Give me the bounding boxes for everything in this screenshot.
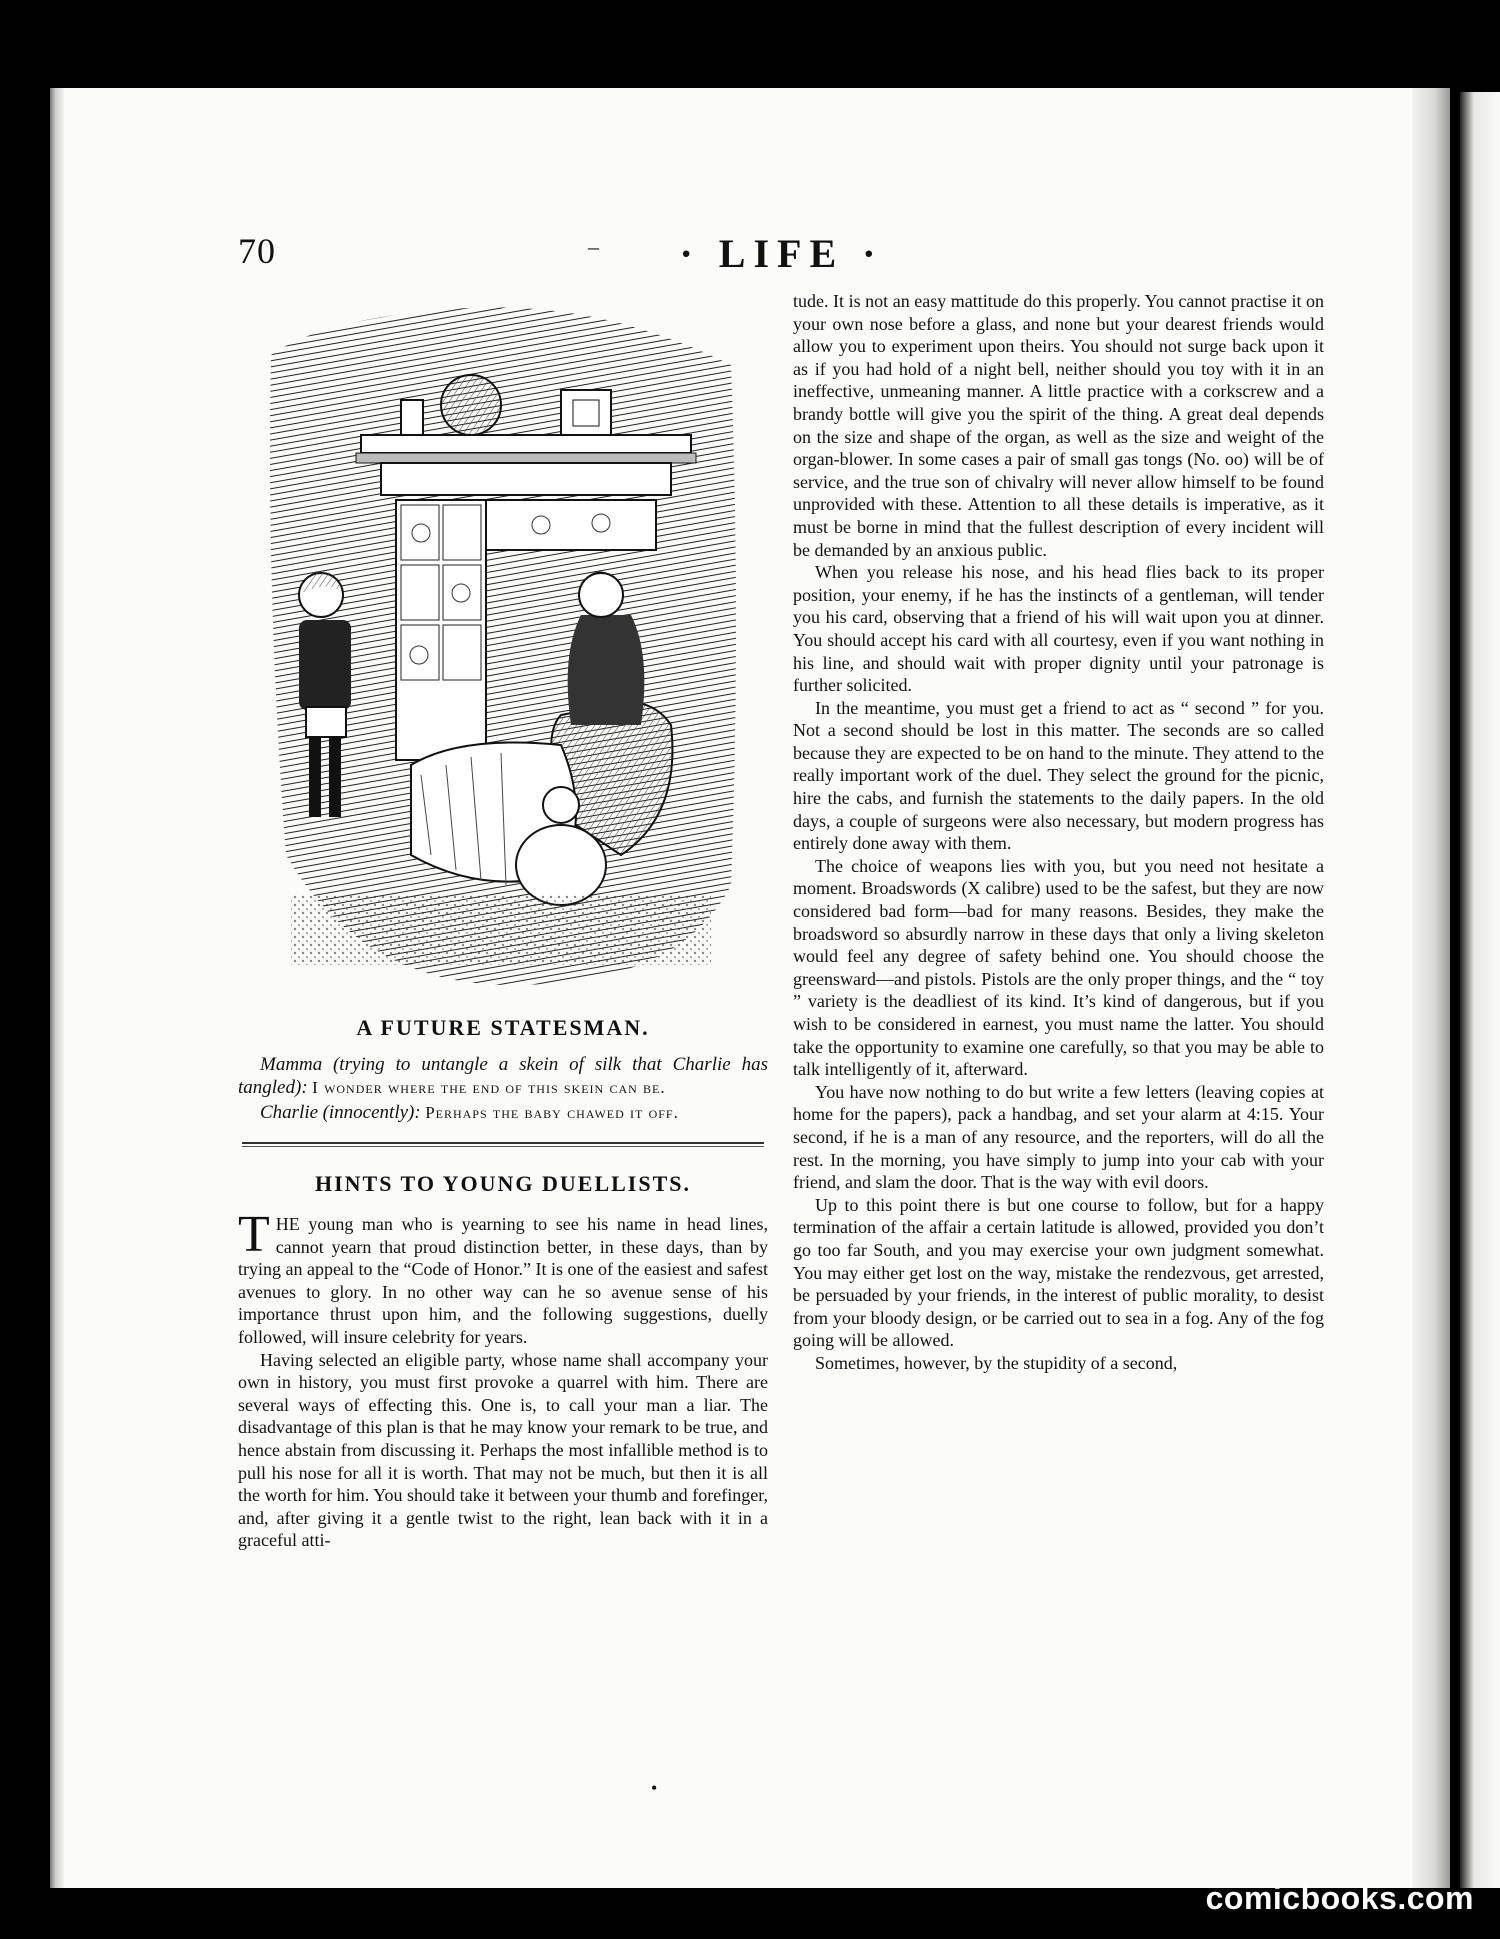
- running-head: [238, 230, 1325, 280]
- section-divider: [242, 1142, 764, 1147]
- magazine-title: · LIFE ·: [679, 231, 884, 276]
- drop-cap: T: [238, 1206, 270, 1263]
- line-charlie: Perhaps the baby chawed it off.: [425, 1103, 679, 1122]
- article-paragraph-2: Having selected an eligible party, whose name shall accompany your own in history, you must first provoke a quarrel with him. There are several ways of effecting this. One is, to call your man a liar. The disadvantage of this plan is that he may know your remark to be true, and hence abstain from discussing it. Perhaps the most infallible method is to pull his nose for all it is worth. That may not be much, but then it is all the worth for him. You should take it between your thumb and forefinger, and, after giving it a gentle twist to the right, lean back with it in a graceful atti-: [238, 1349, 768, 1551]
- printer-mark: –: [588, 234, 599, 259]
- article-paragraph-8: Up to this point there is but one course to follow, but for a happy termination of the affair a certain latitude is allowed, provided you don’t go too far South, and you may exercise your own judgment somewhat. You may either get lost on the way, mistake the rendezvous, get arrested, be persuaded by your friends, in the interest of public morality, to desist from your bloody design, or be carried out to sea in a fog. Any of the fog going will be allowed.: [793, 1194, 1324, 1351]
- article-paragraph-9: Sometimes, however, by the stupidity of a second,: [815, 1352, 1178, 1373]
- page-number: 70: [238, 231, 276, 271]
- article-paragraph-3: tude. It is not an easy mattitude do this properly. You cannot practise it on your own nose before a glass, and none but your dearest friends would allow you to experiment upon theirs. You should not surge back upon it as if you had hold of a night bell, neither should you toy with it in an ineffective, unmeaning manner. A little practice with a corkscrew and a brandy bottle will give you the spirit of the thing. A great deal depends on the size and shape of the organ, as well as the size and weight of the organ-blower. In some cases a pair of small gas tongs (No. oo) will be of service, and the true son of chivalry will never allow himself to be found unprovided with these. Attention to all these details is imperative, as it must be borne in mind that the fullest description of every incident will be demanded by an anxious public.: [793, 291, 1324, 560]
- article-title: HINTS TO YOUNG DUELLISTS.: [314, 1171, 692, 1196]
- article-paragraph-5: In the meantime, you must get a friend to act as “ second ” for you. Not a second should be lost in this matter. The seconds are so called because they are expected to be on hand to the minute. They attend to the really important work of the duel. They select the ground for the picnic, hire the cabs, and furnish the statements to the daily papers. In the old days, a couple of surgeons were also necessary, but modern progress has entirely done away with them.: [793, 697, 1324, 854]
- article-paragraph-1: [238, 1206, 768, 1349]
- left-column: [238, 295, 768, 1552]
- line-mamma: I wonder where the end of this skein can be.: [312, 1078, 666, 1097]
- speaker-charlie: Charlie: [260, 1102, 319, 1123]
- page-right-shadow: [1412, 88, 1450, 1888]
- cartoon-title: A FUTURE STATESMAN.: [356, 1015, 650, 1040]
- dialogue-charlie: [238, 1101, 768, 1124]
- page-spine-shadow: [50, 88, 64, 1888]
- article-paragraph-7: You have now nothing to do but write a few letters (leaving copies at home for the papers), pack a handbag, and set your alarm at 4:15. Your second, if he is a man of any resource, and the reporters, will do all the rest. In the morning, you have simply to jump into your cab with your friend, and slam the door. That is the way with evil doors.: [793, 1081, 1324, 1193]
- dialogue-mamma: [238, 1053, 768, 1099]
- watermark: comicbooks.com: [1205, 1880, 1474, 1916]
- next-page-edge: [1460, 92, 1500, 1888]
- lead-text: young man who is yearning to see his name in head lines, cannot yearn that proud distinction better, in these days, than by trying an appeal to the “Code of Honor.” It is one of the easiest and safest avenues to glory. In no other way can he so avenue sense of his importance thrust upon him, and the following suggestions, duelly followed, will insure celebrity for years.: [238, 1214, 768, 1347]
- speaker-mamma: Mamma: [260, 1054, 323, 1075]
- printer-dot: •: [651, 1778, 658, 1798]
- stage-direction-mamma: (trying to untangle a skein of silk that Charlie has tangled):: [238, 1054, 769, 1098]
- right-column: [793, 290, 1324, 1375]
- stage-direction-charlie: (innocently):: [322, 1102, 421, 1123]
- cartoon-illustration: [261, 295, 746, 995]
- lead-caps: HE: [275, 1214, 300, 1234]
- article-paragraph-4: When you release his nose, and his head flies back to its proper position, your enemy, if he has the instincts of a gentleman, will tender you his card, observing that a friend of his will wait upon you at dinner. You should accept his card with all courtesy, even if you want nothing in his line, and should wait with proper dignity until your patronage is further solicited.: [793, 562, 1324, 696]
- article-paragraph-6: The choice of weapons lies with you, but you need not hesitate a moment. Broadswords (X calibre) used to be the safest, but they are now considered bad form—bad for many reasons. Besides, they make the broadsword so absurdly narrow in these days that only a living skeleton would feel any degree of safety behind one. You should choose the greensward—and pistols. Pistols are the only proper things, and the “ toy ” variety is the deadliest of its kind. It’s kind of dangerous, but if you wish to be considered in earnest, you must name the latter. You should take the opportunity to examine one carefully, so that you may be able to talk intelligently of it, afterward.: [793, 855, 1324, 1080]
